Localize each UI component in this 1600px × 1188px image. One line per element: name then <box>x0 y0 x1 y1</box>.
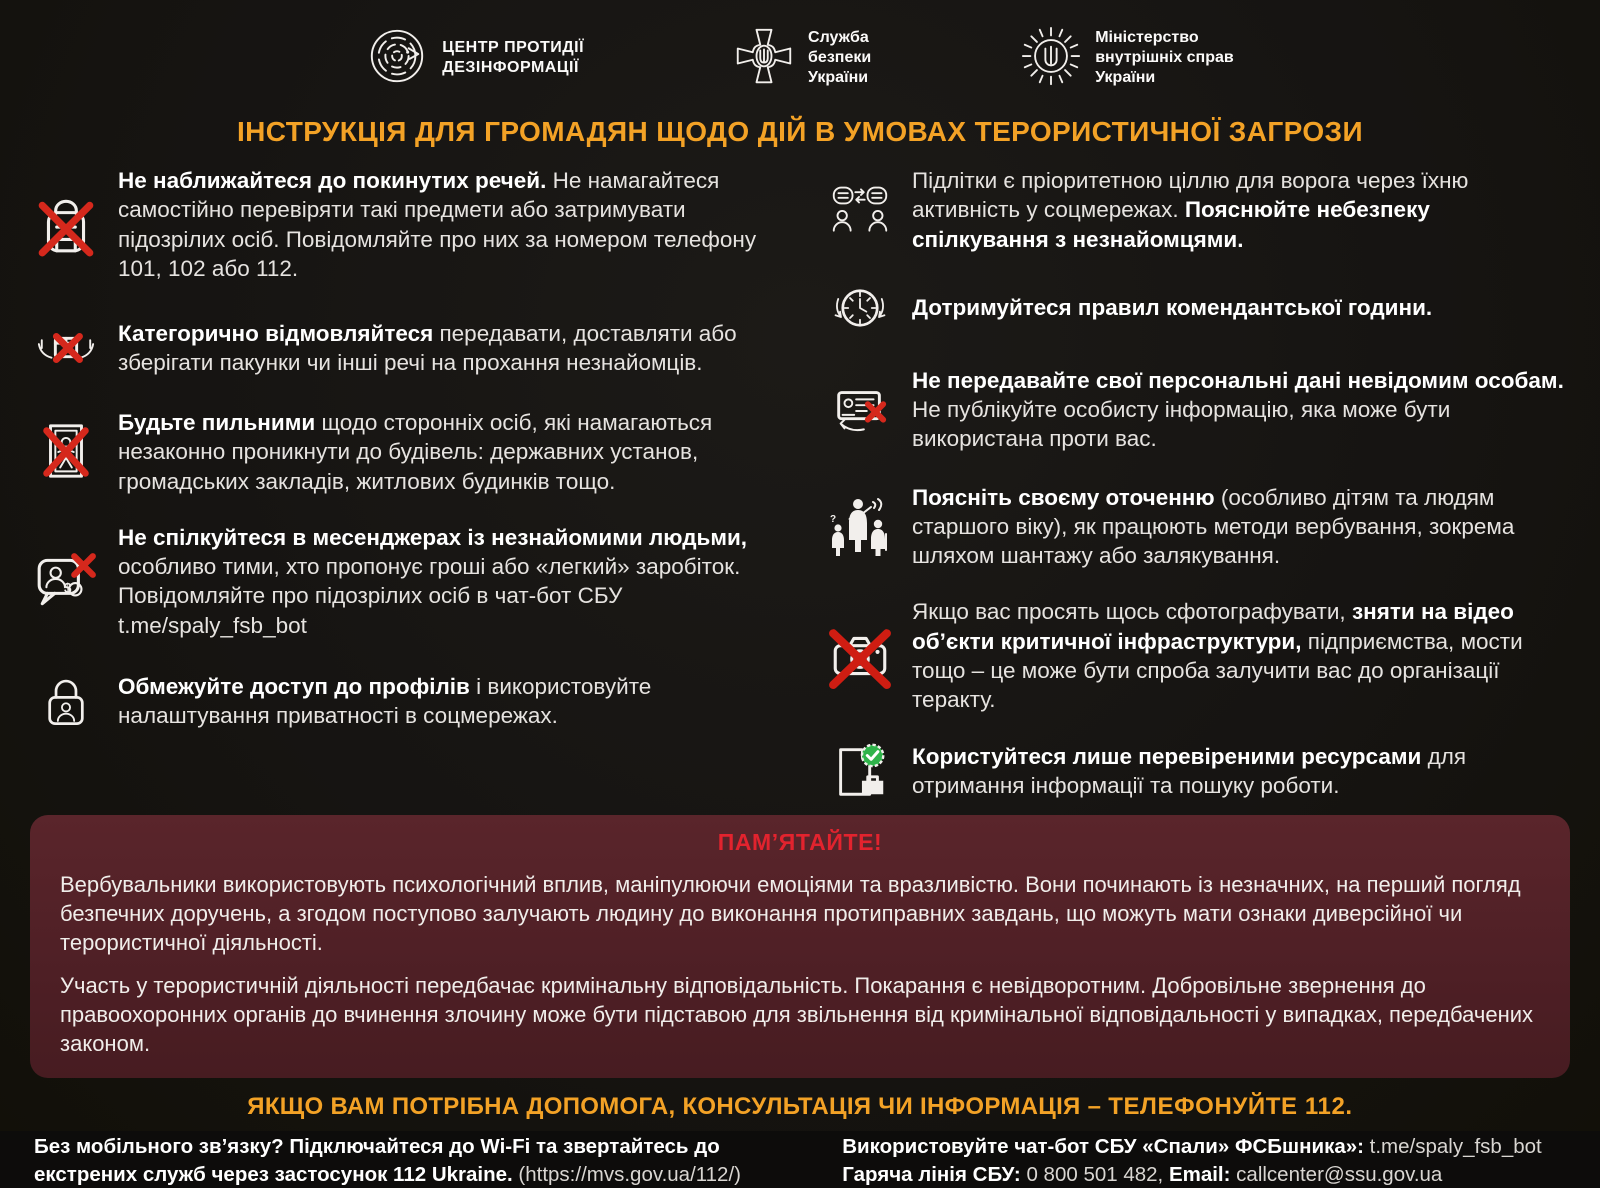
page-title: ІНСТРУКЦІЯ ДЛЯ ГРОМАДЯН ЩОДО ДІЙ В УМОВАХ ТЕРОРИСТИЧНОЇ ЗАГРОЗИ <box>237 116 1363 147</box>
abandoned-backpack-crossed-icon <box>30 190 102 260</box>
stranger-chat-money-crossed-icon <box>30 548 102 614</box>
footer-hotline-line: Гаряча лінія СБУ: 0 800 501 482, Email: callcenter@ssu.gov.ua <box>842 1162 1443 1186</box>
list-item <box>824 279 1570 337</box>
left-column <box>30 166 776 803</box>
logo-line: Міністерство <box>1095 29 1199 46</box>
list-item <box>30 317 776 379</box>
footer <box>0 1121 1600 1188</box>
item-text: Категорично відмовляйтеся передавати, доставляти або зберігати пакунки чи інші речі на прохання незнайомців. <box>118 320 737 375</box>
logo-security-service-ukraine <box>734 26 871 91</box>
security-service-ukraine-logo-icon <box>734 26 794 91</box>
logo-line: безпеки <box>808 49 872 66</box>
item-text: Користуйтеся лише перевіреними ресурсами для отримання інформації та пошуку роботи. <box>912 744 1467 799</box>
intruder-door-crossed-icon <box>30 417 102 487</box>
logo-line: ДЕЗІНФОРМАЦІЇ <box>442 59 579 76</box>
list-item <box>824 366 1570 454</box>
svg-text:$: $ <box>63 580 72 596</box>
logo-label <box>808 28 871 88</box>
hand-package-crossed-icon <box>30 317 102 379</box>
instruction-columns <box>0 148 1600 803</box>
list-item <box>30 669 776 733</box>
help-cta-line: ЯКЩО ВАМ ПОТРІБНА ДОПОМОГА, КОНСУЛЬТАЦІЯ ЧИ ІНФОРМАЦІЯ – ТЕЛЕФОНУЙТЕ 112. <box>247 1093 1353 1121</box>
footer-left: Без мобільного зв’язку? Підключайтеся до Wi-Fi та звертайтесь до екстрених служб через застосунок 112 Ukraine. (https://mvs.gov.ua/112/) <box>34 1135 741 1186</box>
remember-box-title: ПАМ’ЯТАЙТЕ! <box>717 829 883 856</box>
item-text: Обмежуйте доступ до профілів і використовуйте налаштування приватності в соцмережах. <box>118 673 652 728</box>
logo-line: ЦЕНТР ПРОТИДІЇ <box>442 39 585 56</box>
list-item <box>30 166 776 283</box>
remember-box <box>30 815 1570 1078</box>
svg-text:?: ? <box>848 516 854 527</box>
item-text: Підлітки є пріоритетною ціллю для ворога через їхню активність у соцмережах. Пояснюйте небезпеку спілкування з незнайомцями. <box>912 168 1469 252</box>
personal-data-crossed-icon <box>824 379 896 441</box>
svg-text:?: ? <box>830 514 837 526</box>
list-item <box>30 523 776 640</box>
item-text: Дотримуйтеся правил комендантської години. <box>912 295 1433 321</box>
logo-ministry-internal-affairs <box>1021 26 1234 91</box>
list-item <box>824 166 1570 254</box>
curfew-clock-icon <box>824 279 896 337</box>
item-text: Будьте пильними щодо сторонніх осіб, які намагаються незаконно проникнути до будівель: державних установ, громадських закладів, житлових будинків тощо. <box>118 410 713 494</box>
item-text: Не передавайте свої персональні дані невідомим особам. Не публікуйте особисту інформацію, яка може бути використана проти вас. <box>912 367 1564 452</box>
remember-paragraph: Участь у терористичній діяльності передбачає кримінальну відповідальність. Покарання є невідворотним. Добровільне звернення до правоохоронних органів до вчинення злочину може бути підставою для звільнення від кримінальної відповідальності у випадках, передбачених законом. <box>60 973 1534 1057</box>
logo-line: України <box>1095 69 1156 86</box>
logo-label <box>1095 28 1234 88</box>
teens-social-chat-icon <box>824 180 896 240</box>
ministry-internal-affairs-logo-icon <box>1021 26 1081 91</box>
item-text: Не наближайтеся до покинутих речей. Не намагайтеся самостійно перевіряти такі предмети або затримувати підозрілих осіб. Повідомляйте про них за номером телефону 101, 102 або 112. <box>118 168 757 281</box>
item-text: Якщо вас просять щось сфотографувати, зняти на відео об’єкти критичної інфраструктури, підприємства, мости тощо – це може бути спроба залучити вас до організації теракту. <box>912 599 1523 712</box>
header <box>0 0 1600 100</box>
list-item <box>824 483 1570 571</box>
logo-line: внутрішніх справ <box>1095 49 1234 66</box>
footer-chatbot-line: Використовуйте чат-бот СБУ «Спали» ФСБшника»: t.me/spaly_fsb_bot <box>842 1135 1542 1159</box>
item-text: Поясніть своєму оточенню (особливо дітям та людям старшого віку), як працюють методи вербування, зокрема шляхом шантажу або залякування. <box>912 484 1515 568</box>
center-counter-disinformation-logo-icon <box>366 25 428 92</box>
logo-label <box>442 38 584 78</box>
right-column <box>824 166 1570 803</box>
logo-line: Служба <box>808 29 869 46</box>
list-item <box>824 597 1570 714</box>
list-item <box>30 408 776 496</box>
camera-crossed-icon <box>824 623 896 689</box>
logo-center-counter-disinformation <box>366 25 584 92</box>
logo-line: України <box>808 69 869 86</box>
list-item <box>824 739 1570 803</box>
footer-right <box>842 1133 1566 1188</box>
lock-profile-icon <box>30 669 102 733</box>
explain-family-icon <box>824 494 896 558</box>
remember-paragraph: Вербувальники використовують психологічний вплив, маніпулюючи емоціями та вразливістю. Вони починають із незначних, на перший погляд безпечних доручень, а згодом поступово залучають людину до виконання протиправних завдань, що можуть мати ознаки диверсійної чи терористичної діяльності. <box>60 872 1521 956</box>
verified-resources-icon <box>824 739 896 803</box>
item-text: Не спілкуйтеся в месенджерах із незнайомими людьми, особливо тими, хто пропонує гроші або «легкий» заробіток. Повідомляйте про підозрілих осіб в чат-бот СБУ t.me/spaly_fsb_bot <box>118 524 748 638</box>
